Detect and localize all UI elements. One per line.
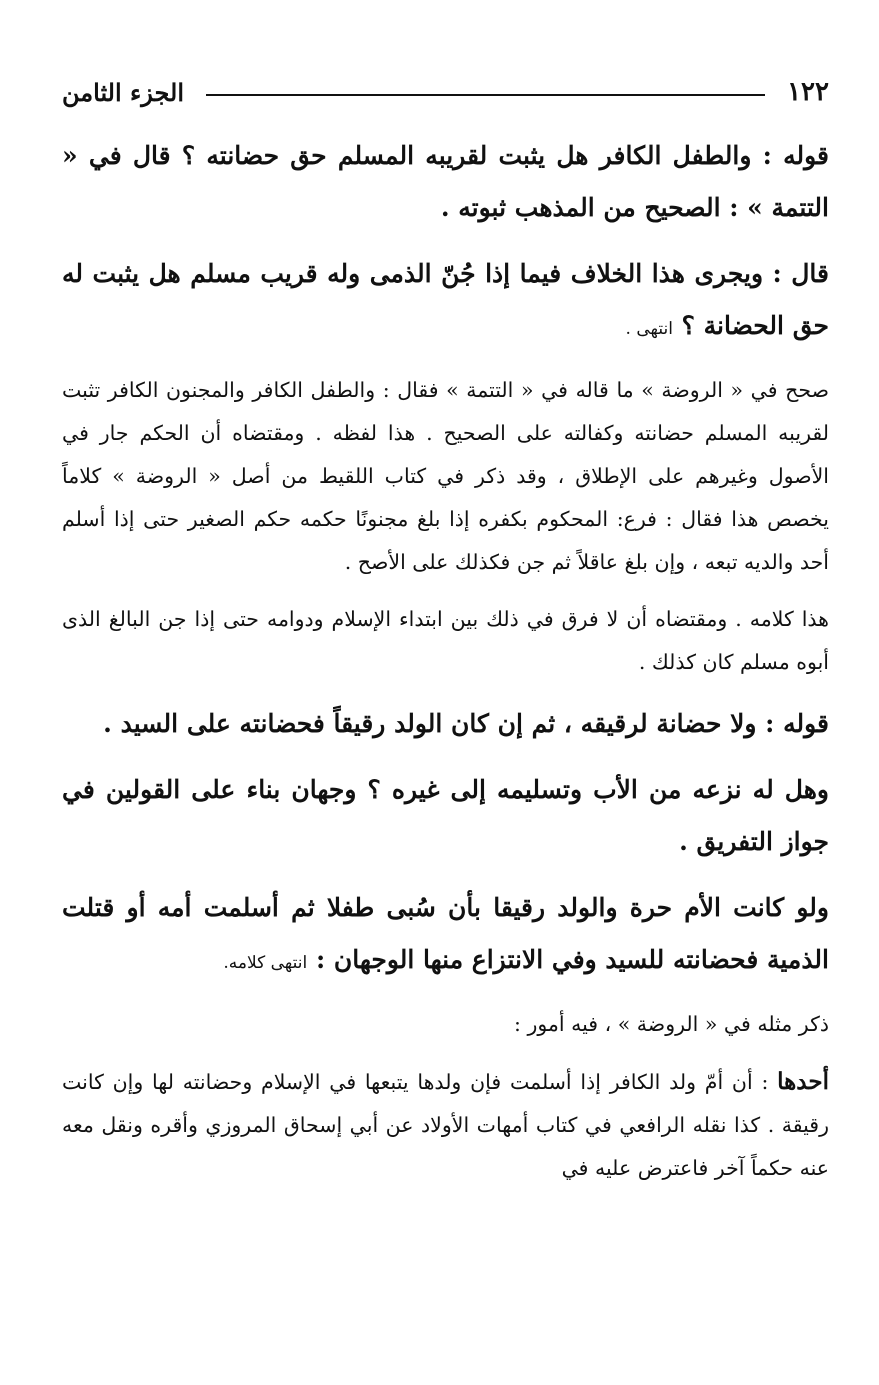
- point-heading: أحدها: [777, 1068, 829, 1095]
- matn-paragraph-4: وهل له نزعه من الأب وتسليمه إلى غيره ؟ وجهان بناء على القولين في جواز التفريق .: [62, 775, 829, 856]
- commentary-paragraph-4: [62, 1060, 829, 1190]
- page-header: [62, 72, 829, 112]
- matn-paragraph-2-text: قال : ويجرى هذا الخلاف فيما إذا جُنّ الذمى وله قريب مسلم هل يثبت له حق الحضانة ؟: [62, 259, 829, 340]
- commentary-paragraph-4-text: : أن أمّ ولد الكافر إذا أسلمت فإن ولدها يتبعها في الإسلام وحضانته لها وإن كانت رقيقة . كذا نقله الرافعي في كتاب أمهات الأولاد عن أبي إسحاق المروزي وأقره ونقل معه عنه حكماً آخر فاعترض عليه في: [62, 1070, 829, 1180]
- page-number: ١٢٢: [787, 77, 829, 107]
- matn-paragraph-5-text: ولو كانت الأم حرة والولد رقيقا بأن سُبى طفلا ثم أسلمت أمه أو قتلت الذمية فحضانته للسيد وفي الانتزاع منها الوجهان :: [62, 893, 829, 974]
- running-title: الجزء الثامن: [62, 77, 185, 107]
- commentary-paragraph-2: هذا كلامه . ومقتضاه أن لا فرق في ذلك بين ابتداء الإسلام ودوامه حتى إذا جن البالغ الذى أبوه مسلم كان كذلك .: [62, 607, 829, 674]
- document-page: [62, 72, 829, 1204]
- matn-paragraph-3: قوله : ولا حضانة لرقيقه ، ثم إن كان الولد رقيقاً فحضانته على السيد .: [103, 709, 829, 738]
- end-of-quote-marker: انتهى .: [625, 319, 673, 339]
- end-of-quote-marker: انتهى كلامه.: [223, 953, 308, 973]
- commentary-paragraph-3: ذكر مثله في « الروضة » ، فيه أمور :: [514, 1012, 829, 1036]
- matn-paragraph-2: [62, 248, 829, 355]
- header-rule: [206, 94, 765, 96]
- matn-paragraph-5: [62, 882, 829, 989]
- matn-paragraph-1: قوله : والطفل الكافر هل يثبت لقريبه المسلم حق حضانته ؟ قال في « التتمة » : الصحيح من المذهب ثبوته .: [62, 141, 829, 222]
- commentary-paragraph-1: صحح في « الروضة » ما قاله في « التتمة » فقال : والطفل الكافر والمجنون الكافر تثبت لقريبه المسلم حضانته وكفالته على الصحيح . هذا لفظه . ومقتضاه أن الحكم جار في الأصول وغيرهم على الإطلاق ، وقد ذكر في كتاب اللقيط من أصل « الروضة » كلاماً يخصص هذا فقال : فرع: المحكوم بكفره إذا بلغ مجنونًا حكمه حكم الصغير حتى إذا أسلم أحد والديه تبعه ، وإن بلغ عاقلاً ثم جن فكذلك على الأصح .: [62, 378, 829, 574]
